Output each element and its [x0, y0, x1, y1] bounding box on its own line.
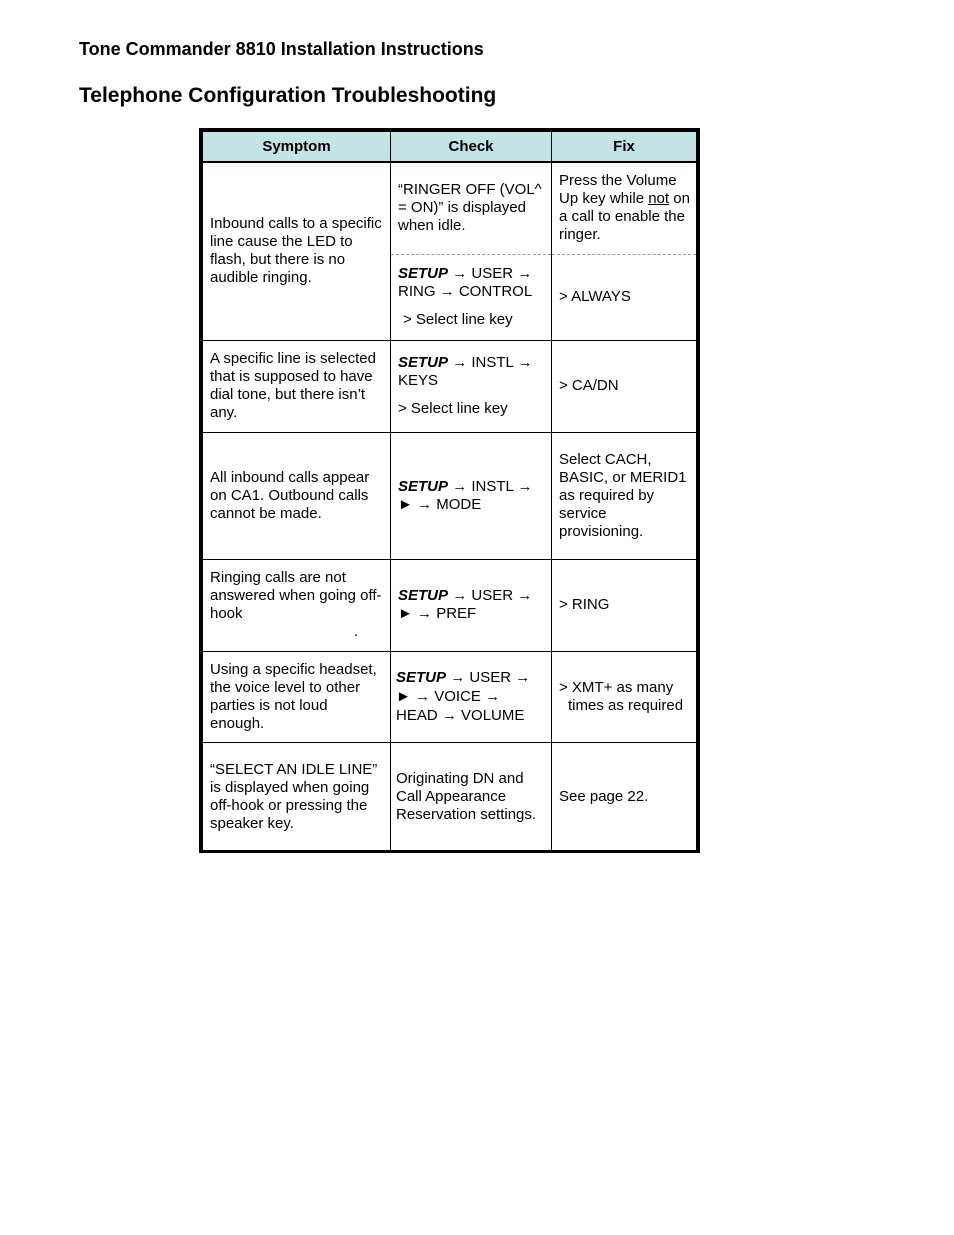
table-row — [203, 432, 697, 559]
fix-cell: See page 22. — [552, 742, 697, 852]
menu-step: VOICE — [434, 688, 481, 705]
arrow-icon: → — [441, 707, 457, 724]
fix-cell: > CA/DN — [552, 340, 697, 432]
check-cell — [391, 254, 552, 340]
symptom-text: Ringing calls are not answered when going off-hook — [210, 569, 382, 622]
symptom-cell: Inbound calls to a specific line cause the LED to flash, but there is no audible ringing. — [203, 162, 391, 340]
check-sub-text: > Select line key — [403, 311, 513, 328]
symptom-cell — [203, 559, 391, 651]
arrow-icon: → — [452, 354, 468, 371]
setup-label: SETUP — [398, 587, 449, 604]
setup-label: SETUP — [396, 669, 447, 686]
arrow-icon: → — [452, 265, 468, 282]
arrow-icon: → — [517, 354, 533, 371]
arrow-icon: → — [439, 283, 455, 300]
menu-step: CONTROL — [458, 283, 533, 300]
check-sub-text: > Select line key — [398, 400, 508, 417]
fix-underlined-text: not — [648, 190, 670, 208]
arrow-icon: → — [515, 669, 531, 686]
menu-step: INSTL — [471, 477, 514, 495]
section-title: Telephone Configuration Troubleshooting — [79, 84, 497, 107]
fix-cell: Select CACH, BASIC, or MERID1 as required by service provisioning. — [552, 432, 697, 559]
fix-cell: > ALWAYS — [552, 254, 697, 340]
column-header-fix: Fix — [552, 132, 697, 163]
table-row — [203, 162, 697, 254]
menu-step: VOLUME — [461, 707, 525, 724]
fix-text: on a call to enable the ringer. — [559, 190, 690, 244]
menu-step: MODE — [436, 495, 482, 513]
menu-step: INSTL — [471, 354, 514, 371]
troubleshooting-table — [199, 128, 700, 853]
table-row — [203, 651, 697, 742]
table-row — [203, 340, 697, 432]
fix-text: > XMT+ as many — [559, 678, 674, 696]
table-row — [203, 742, 697, 852]
setup-label: SETUP — [398, 265, 449, 282]
document-title: Tone Commander 8810 Installation Instructions — [79, 39, 484, 59]
symptom-cell: A specific line is selected that is supposed to have dial tone, but there isn’t any. — [203, 340, 391, 432]
arrow-icon: → — [415, 688, 431, 705]
fix-cell — [552, 651, 697, 742]
arrow-icon: → — [517, 477, 533, 495]
arrow-icon: → — [485, 688, 501, 705]
symptom-cell: “SELECT AN IDLE LINE” is displayed when going off-hook or pressing the speaker key. — [203, 742, 391, 852]
menu-step: HEAD — [396, 707, 438, 724]
column-header-symptom: Symptom — [203, 132, 391, 163]
play-icon: ► — [398, 495, 413, 513]
arrow-icon: → — [517, 587, 533, 604]
play-icon: ► — [398, 605, 413, 622]
arrow-icon: → — [452, 477, 468, 495]
menu-step: KEYS — [398, 372, 439, 389]
fix-text: Press the Volume Up key while — [559, 172, 677, 208]
menu-step: USER — [469, 669, 512, 686]
arrow-icon: → — [452, 587, 468, 604]
fix-cell — [552, 162, 697, 254]
check-cell — [391, 432, 552, 559]
menu-step: USER — [471, 265, 514, 282]
setup-label: SETUP — [398, 477, 449, 495]
fix-cell: > RING — [552, 559, 697, 651]
arrow-icon: → — [450, 669, 466, 686]
check-cell — [391, 340, 552, 432]
arrow-icon: → — [417, 495, 433, 513]
check-cell — [391, 559, 552, 651]
menu-step: PREF — [436, 605, 477, 622]
check-cell — [391, 651, 552, 742]
column-header-check: Check — [391, 132, 552, 163]
symptom-dot: . — [353, 623, 358, 640]
menu-step: USER — [471, 587, 514, 604]
check-cell: Originating DN and Call Appearance Reservation settings. — [391, 742, 552, 852]
table-header-row — [203, 132, 697, 163]
setup-label: SETUP — [398, 354, 449, 371]
arrow-icon: → — [417, 605, 433, 622]
check-cell: “RINGER OFF (VOL^ = ON)” is displayed when idle. — [391, 162, 552, 254]
arrow-icon: → — [517, 265, 533, 282]
symptom-cell: Using a specific headset, the voice level to other parties is not loud enough. — [203, 651, 391, 742]
fix-text: times as required — [568, 696, 684, 714]
symptom-cell: All inbound calls appear on CA1. Outbound calls cannot be made. — [203, 432, 391, 559]
table-row — [203, 559, 697, 651]
play-icon: ► — [396, 688, 411, 705]
menu-step: RING — [398, 283, 436, 300]
